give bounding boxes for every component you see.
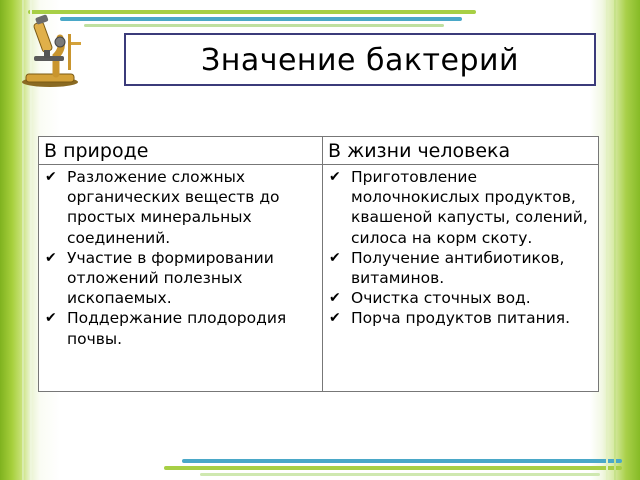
list-item-text: Участие в формировании отложений полезных ископаемых. <box>67 248 274 308</box>
list-human-life <box>323 165 598 329</box>
decor-vline-right-1 <box>606 0 608 480</box>
checkmark-icon: ✔ <box>329 310 341 327</box>
decor-bar-bottom-blue <box>182 459 622 463</box>
list-item <box>43 308 318 348</box>
checkmark-icon: ✔ <box>45 310 57 327</box>
list-item-text: Порча продуктов питания. <box>351 309 571 328</box>
microscope-icon <box>16 12 88 88</box>
decor-bar-bottom-green <box>164 466 622 470</box>
decor-bar-top-green <box>28 10 476 14</box>
list-item-text: Приготовление молочнокислых продуктов, квашеной капусты, солений, силоса на корм скоту. <box>351 168 588 247</box>
bacteria-table <box>38 136 599 392</box>
decor-bar-top-blue <box>60 17 462 21</box>
checkmark-icon: ✔ <box>329 249 341 266</box>
header-cell-human-life <box>323 137 599 165</box>
header-nature: В природе <box>44 140 149 162</box>
header-cell-nature <box>39 137 323 165</box>
list-item <box>327 248 594 288</box>
table-cell-human-life <box>323 165 599 392</box>
list-item <box>327 167 594 248</box>
list-item <box>43 167 318 248</box>
list-item-text: Очистка сточных вод. <box>351 289 531 308</box>
checkmark-icon: ✔ <box>45 169 57 185</box>
decor-bar-bottom-light <box>200 473 600 476</box>
list-item-text: Получение антибиотиков, витаминов. <box>351 248 565 288</box>
header-human-life: В жизни человека <box>328 140 511 162</box>
list-item <box>327 308 594 328</box>
decor-bar-top-light <box>84 24 444 27</box>
list-nature <box>39 165 322 349</box>
checkmark-icon: ✔ <box>329 169 341 185</box>
list-item <box>327 288 594 308</box>
list-item-text: Разложение сложных органических веществ до простых минеральных соединений. <box>67 168 280 247</box>
table-header-row <box>39 137 599 165</box>
list-item <box>43 248 318 309</box>
decor-vline-right-2 <box>614 0 616 480</box>
page-title: Значение бактерий <box>201 43 519 78</box>
checkmark-icon: ✔ <box>329 290 341 307</box>
table-cell-nature <box>39 165 323 392</box>
list-item-text: Поддержание плодородия почвы. <box>67 309 287 348</box>
table-row <box>39 165 599 392</box>
checkmark-icon: ✔ <box>45 249 57 266</box>
title-box <box>124 33 596 86</box>
